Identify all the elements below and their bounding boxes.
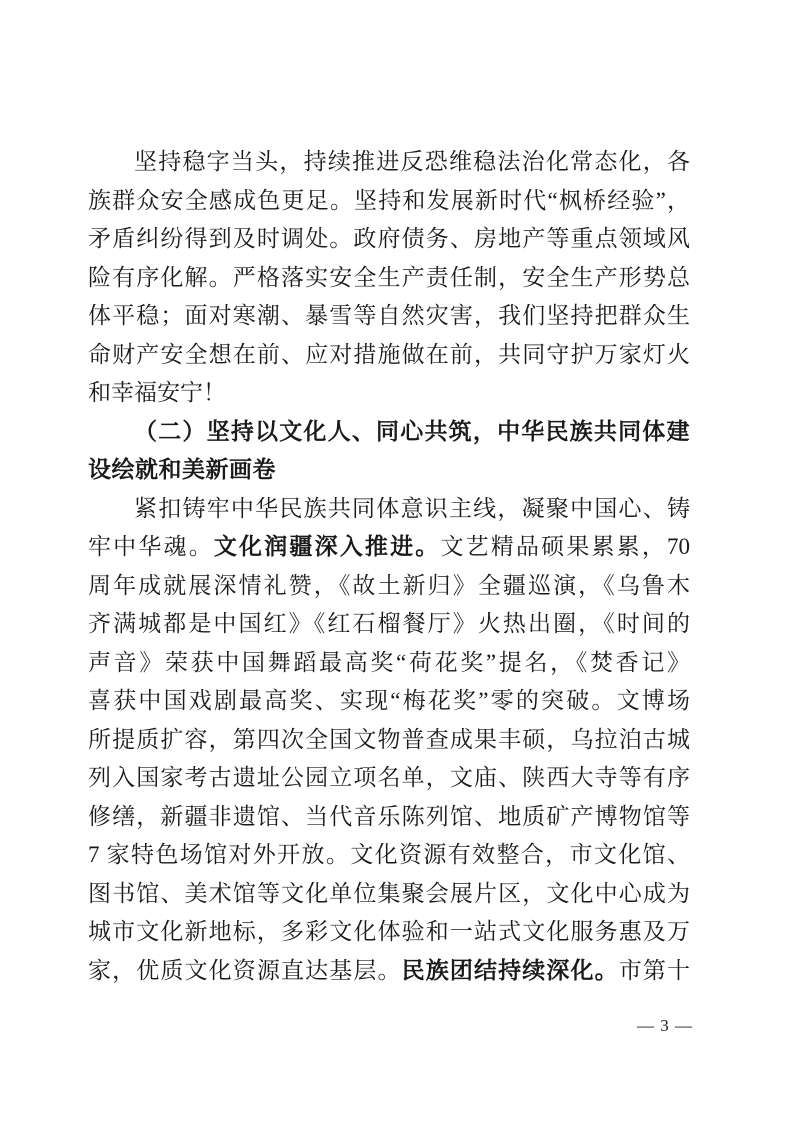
body-text-line [88, 336, 690, 375]
text-segment: 体平稳；面对寒潮、暴雪等自然灾害，我们坚持把群众生 [88, 303, 690, 328]
body-text-line [88, 836, 690, 875]
text-segment: 市第十 [618, 957, 690, 983]
body-text-line [88, 952, 690, 991]
body-text-line [88, 182, 690, 221]
emphasis-text-segment: （二）坚持以文化人、同心共筑，中华民族共同体建 [134, 418, 690, 444]
text-segment: 矛盾纠纷得到及时调处。政府债务、房地产等重点领域风 [88, 226, 690, 251]
text-segment: 紧扣铸牢中华民族共同体意识主线，凝聚中国心、铸 [134, 495, 690, 521]
text-segment: 7 家特色场馆对外开放。文化资源有效整合，市文化馆、 [88, 842, 690, 867]
text-segment: 家，优质文化资源直达基层。 [88, 957, 402, 983]
text-segment: 声音》荣获中国舞蹈最高奖“荷花奖”提名，《焚香记》 [88, 649, 690, 675]
body-text-line [88, 682, 690, 721]
text-segment: 周年成就展深情礼赞，《故土新归》全疆巡演，《乌鲁木 [88, 572, 690, 598]
body-text-line [88, 605, 690, 644]
text-segment: 图书馆、美术馆等文化单位集聚会展片区，文化中心成为 [88, 880, 690, 906]
body-text-line [88, 875, 690, 914]
text-segment: 命财产安全想在前、应对措施做在前，共同守护万家灯火 [88, 341, 690, 367]
text-segment: 文艺精品硕果累累，70 [440, 534, 691, 559]
body-text-line [88, 528, 690, 567]
emphasis-text-segment: 民族团结持续深化。 [401, 957, 619, 983]
emphasis-text-segment: 文化润疆深入推进。 [213, 534, 441, 559]
body-text-line [88, 259, 690, 298]
text-segment: 修缮，新疆非遗馆、当代音乐陈列馆、地质矿产博物馆等 [88, 803, 690, 829]
emphasis-text-segment: 设绘就和美新画卷 [88, 457, 276, 482]
text-segment: 险有序化解。严格落实安全生产责任制，安全生产形势总 [88, 264, 690, 290]
text-segment: 牢中华魂。 [88, 534, 214, 559]
body-text-line [88, 798, 690, 837]
text-segment: 齐满城都是中国红》《红石榴餐厅》火热出圈，《时间的 [88, 611, 690, 636]
section-heading-line [88, 413, 690, 452]
body-text-line [88, 490, 690, 529]
text-segment: 坚持稳字当头，持续推进反恐维稳法治化常态化，各 [134, 149, 690, 174]
body-text-line [88, 913, 690, 952]
body-text-line [88, 759, 690, 798]
body-text-line [88, 644, 690, 683]
section-heading-line [88, 451, 690, 490]
text-segment: 喜获中国戏剧最高奖、实现“梅花奖”零的突破。文博场 [88, 688, 690, 713]
text-segment: 城市文化新地标，多彩文化体验和一站式文化服务惠及万 [88, 919, 690, 944]
text-block [88, 143, 690, 990]
text-segment: 列入国家考古遗址公园立项名单，文庙、陕西大寺等有序 [88, 765, 690, 790]
text-segment: 所提质扩容，第四次全国文物普查成果丰硕，乌拉泊古城 [88, 726, 690, 752]
body-text-line [88, 220, 690, 259]
body-text-line [88, 297, 690, 336]
body-text-line [88, 143, 690, 182]
text-segment: 族群众安全感成色更足。坚持和发展新时代“枫桥经验”， [88, 187, 690, 213]
body-text-line [88, 374, 690, 413]
body-text-line [88, 567, 690, 606]
page-number: — 3 — [637, 1016, 693, 1035]
body-text-line [88, 721, 690, 760]
text-segment: 和幸福安宁！ [88, 380, 226, 405]
